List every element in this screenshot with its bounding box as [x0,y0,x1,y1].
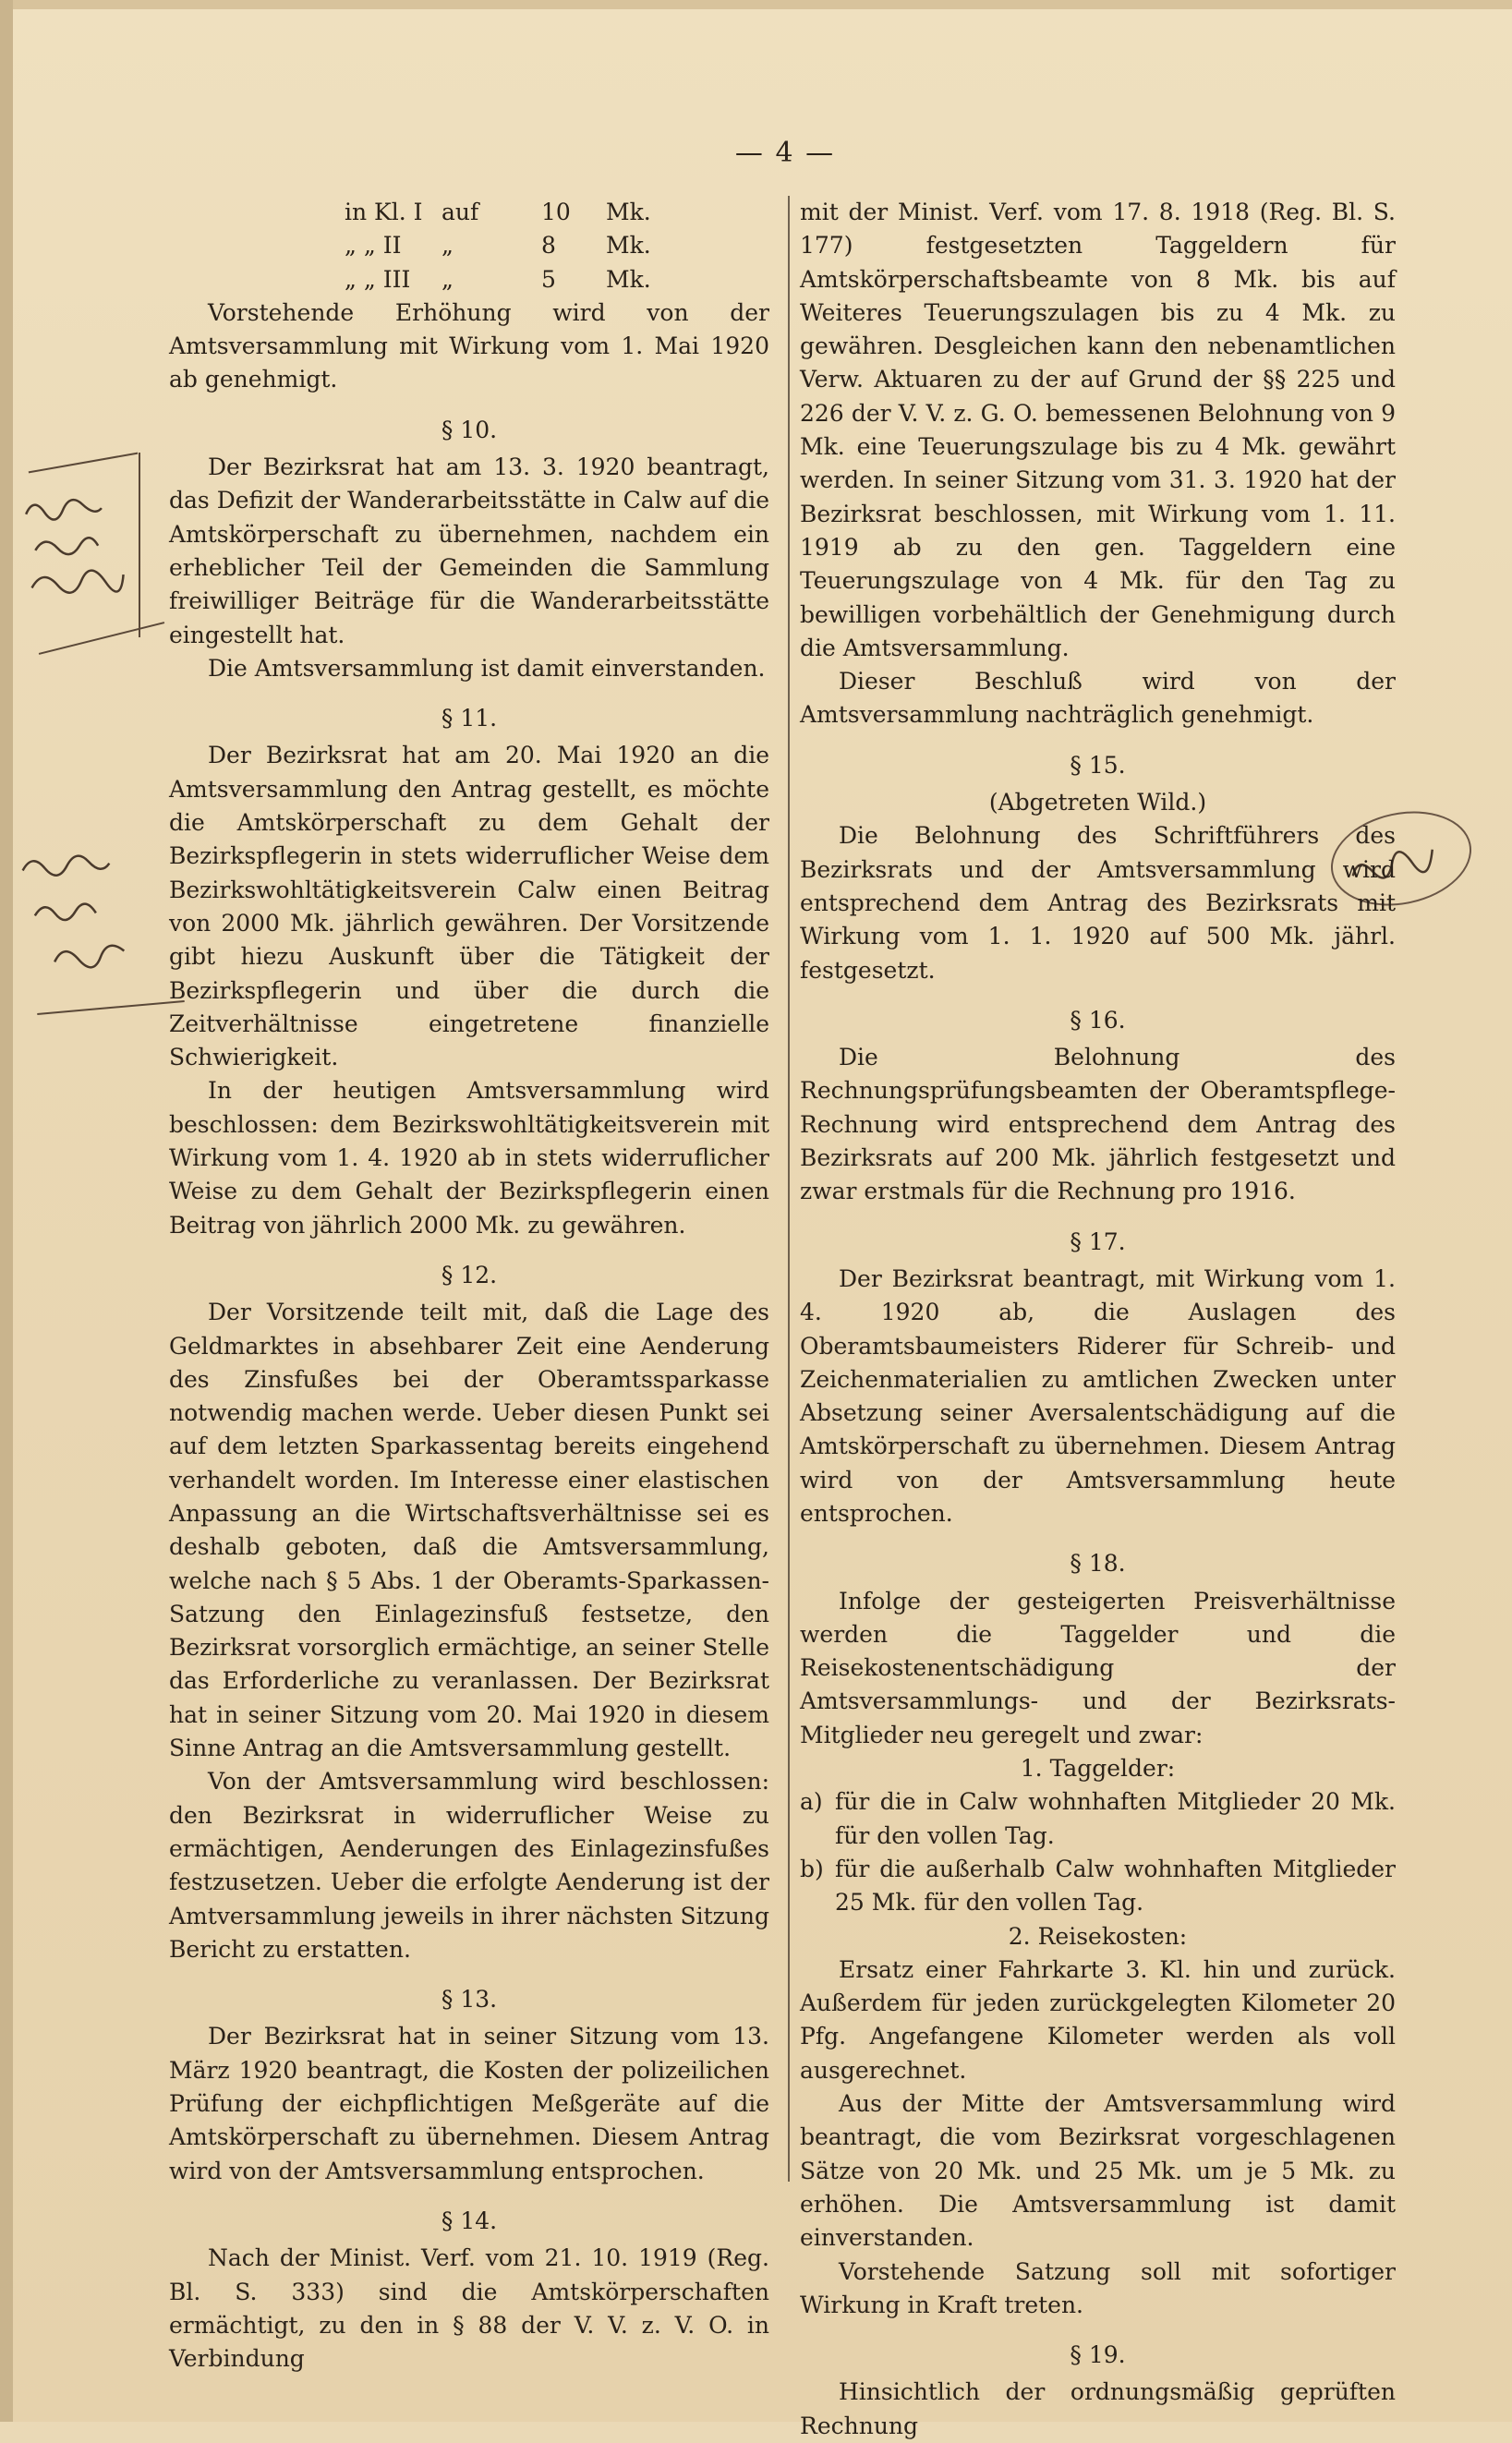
paragraph: Die Belohnung des Rechnungsprüfungsbeamten der Oberamtspflege-Rechnung wird entsprechend dem Antrag des Bezirksrats auf 200 Mk. jährlich festgesetzt und zwar erstmals für die Rechnung pro 1916. [800,1044,1396,1205]
section-heading: § 14. [441,2207,498,2234]
paragraph: Die Amtsversammlung ist damit einverstanden. [208,654,766,682]
section-heading: § 11. [441,705,498,732]
page-number: — 4 — [734,137,836,169]
right-column [800,196,1396,2443]
section-heading: § 15. [1070,751,1126,779]
paragraph: Von der Amtsversammlung wird beschlossen: den Bezirksrat in widerruflicher Weise zu ermächtigen, Aenderungen des Einlagezinsfußes festzusetzen. Ueber die erfolgte Aenderung ist der Amtversammlung jeweils in ihrer nächsten Sitzung Bericht zu erstatten. [169,1768,769,1963]
section-heading: § 19. [1070,2341,1126,2369]
paragraph: Die Belohnung des Schriftführers des Bezirksrats und der Amtsversammlung wird entsprechend dem Antrag des Bezirksrats mit Wirkung vom 1. 1. 1920 auf 500 Mk. jährl. festgesetzt. [800,822,1396,984]
list-marker: b) [800,1855,824,1882]
left-column [169,196,769,2376]
list-item [800,1785,1396,1853]
rate-row-1: in Kl. I auf 10 Mk. [345,199,651,225]
paragraph: Der Bezirksrat hat in seiner Sitzung vom 13. März 1920 beantragt, die Kosten der polizeilichen Prüfung der eichpflichtigen Meßgeräte auf die Amtskörperschaft zu übernehmen. Diesem Antrag wird von der Amtsversammlung entsprochen. [169,2023,769,2184]
section-heading: § 17. [1070,1228,1126,1255]
paragraph: In der heutigen Amtsversammlung wird beschlossen: dem Bezirkswohltätigkeitsverein mit Wirkung vom 1. 4. 1920 ab in stets widerruflicher Weise zu dem Gehalt der Bezirkspflegerin einen Beitrag von jährlich 2000 Mk. zu gewähren. [169,1077,769,1239]
annotation-stroke [39,622,164,655]
paragraph: Der Bezirksrat hat am 20. Mai 1920 an die Amtsversammlung den Antrag gestellt, es möchte die Amtskörperschaft zu dem Gehalt der Bezirkspflegerin in stets widerruflicher Weise dem Bezirkswohltätigkeitsverein Calw einen Beitrag von 2000 Mk. jährlich gewähren. Der Vorsitzende gibt hiezu Auskunft über die Tätigkeit der Bezirkspflegerin und über die durch die Zeitverhältnisse eingetretene finanzielle Schwierigkeit. [169,742,769,1071]
paragraph: Vorstehende Erhöhung wird von der Amtsversammlung mit Wirkung vom 1. Mai 1920 ab genehmigt. [169,298,769,393]
annotation-stroke [29,453,139,474]
section-heading: § 10. [441,416,498,443]
rate-row-2: „ „ II „ 8 Mk. [345,232,651,260]
list-heading: 2. Reisekosten: [1008,1922,1188,1950]
section-heading: § 13. [441,1986,498,2014]
list-item-text: für die außerhalb Calw wohnhaften Mitglieder 25 Mk. für den vollen Tag. [835,1855,1396,1917]
rate-row-3: „ „ III „ 5 Mk. [345,265,651,293]
paragraph: mit der Minist. Verf. vom 17. 8. 1918 (Reg. Bl. S. 177) festgesetzten Taggeldern für Amtskörperschaftsbeamte von 8 Mk. bis auf Weiteres Teuerungszulagen bis zu 4 Mk. zu gewähren. Desgleichen kann den nebenamtlichen Verw. Aktuaren zu der auf Grund der §§ 225 und 226 der V. V. z. G. O. bemessenen Belohnung von 9 Mk. eine Teuerungszulage bis zu 4 Mk. gewährt werden. In seiner Sitzung vom 31. 3. 1920 hat der Bezirksrat beschlossen, mit Wirkung vom 1. 11. 1919 ab zu den gen. Taggeldern eine Teuerungszulage von 4 Mk. für den Tag zu bewilligen vorbehältlich der Genehmigung durch die Amtsversammlung. [800,199,1396,661]
paragraph: Der Bezirksrat hat am 13. 3. 1920 beantragt, das Defizit der Wanderarbeitsstätte in Calw auf die Amtskörperschaft zu übernehmen, nachdem ein erheblicher Teil der Gemeinden die Sammlung freiwilliger Beiträge für die Wanderarbeitsstätte eingestellt hat. [169,454,769,648]
paragraph: Aus der Mitte der Amtsversammlung wird beantragt, die vom Bezirksrat vorgeschlagenen Sätze von 20 Mk. und 25 Mk. um je 5 Mk. zu erhöhen. Die Amtsversammlung ist damit einverstanden. [800,2090,1396,2252]
paper-edge-top [0,0,1512,9]
paragraph: Vorstehende Satzung soll mit sofortiger Wirkung in Kraft treten. [800,2257,1396,2318]
list-item [800,1853,1396,1920]
paragraph: Infolge der gesteigerten Preisverhältnisse werden die Taggelder und die Reisekostenentschädigung der Amtsversammlungs- und der Bezirksrats-Mitglieder neu geregelt und zwar: [800,1587,1396,1748]
paragraph: Ersatz einer Fahrkarte 3. Kl. hin und zurück. Außerdem für jeden zurückgelegten Kilometer 20 Pfg. Angefangene Kilometer werden als voll ausgerechnet. [800,1955,1396,2084]
paragraph: Hinsichtlich der ordnungsmäßig geprüften Rechnung [800,2378,1396,2439]
section-heading: § 16. [1070,1006,1126,1034]
annotation-bracket [139,453,140,637]
list-heading: 1. Taggelder: [1020,1755,1176,1783]
margin-annotation-2 [15,829,169,1000]
section-subheading: (Abgetreten Wild.) [988,789,1207,816]
annotation-stroke [37,1000,185,1015]
paragraph: Nach der Minist. Verf. vom 21. 10. 1919 (Reg. Bl. S. 333) sind die Amtskörperschaften ermächtigt, zu den in § 88 der V. V. z. V. O. in Verbindung [169,2244,769,2373]
section-heading: § 12. [441,1261,498,1288]
section-heading: § 18. [1070,1550,1126,1578]
list-item-text: für die in Calw wohnhaften Mitglieder 20 Mk. für den vollen Tag. [835,1788,1396,1849]
list-marker: a) [800,1788,823,1816]
margin-annotation-1 [16,474,158,616]
paragraph: Dieser Beschluß wird von der Amtsversammlung nachträglich genehmigt. [800,668,1396,729]
paragraph: Der Vorsitzende teilt mit, daß die Lage des Geldmarktes in absehbarer Zeit eine Aenderung des Zinsfußes bei der Oberamtssparkasse notwendig machen werde. Ueber diesen Punkt sei auf dem letzten Sparkassentag bereits eingehend verhandelt worden. Im Interesse einer elastischen Anpassung an die Wirtschaftsverhältnisse sei es deshalb geboten, daß die Amtsversammlung, welche nach § 5 Abs. 1 der Oberamts-Sparkassen-Satzung den Einlagezinsfuß festsetze, den Bezirksrat vorsorglich ermächtige, an seiner Stelle das Erforderliche zu veranlassen. Der Bezirksrat hat in seiner Sitzung vom 20. Mai 1920 in diesem Sinne Antrag an die Amtsversammlung gestellt. [169,1299,769,1762]
paragraph: Der Bezirksrat beantragt, mit Wirkung vom 1. 4. 1920 ab, die Auslagen des Oberamtsbaumeisters Riderer für Schreib- und Zeichenmaterialien zu amtlichen Zwecken unter Absetzung seiner Aversalentschädigung auf die Amtskörperschaft zu übernehmen. Diesem Antrag wird von der Amtsversammlung heute entsprochen. [800,1264,1396,1527]
column-divider [788,196,790,2182]
paper-edge-left [0,0,13,2422]
